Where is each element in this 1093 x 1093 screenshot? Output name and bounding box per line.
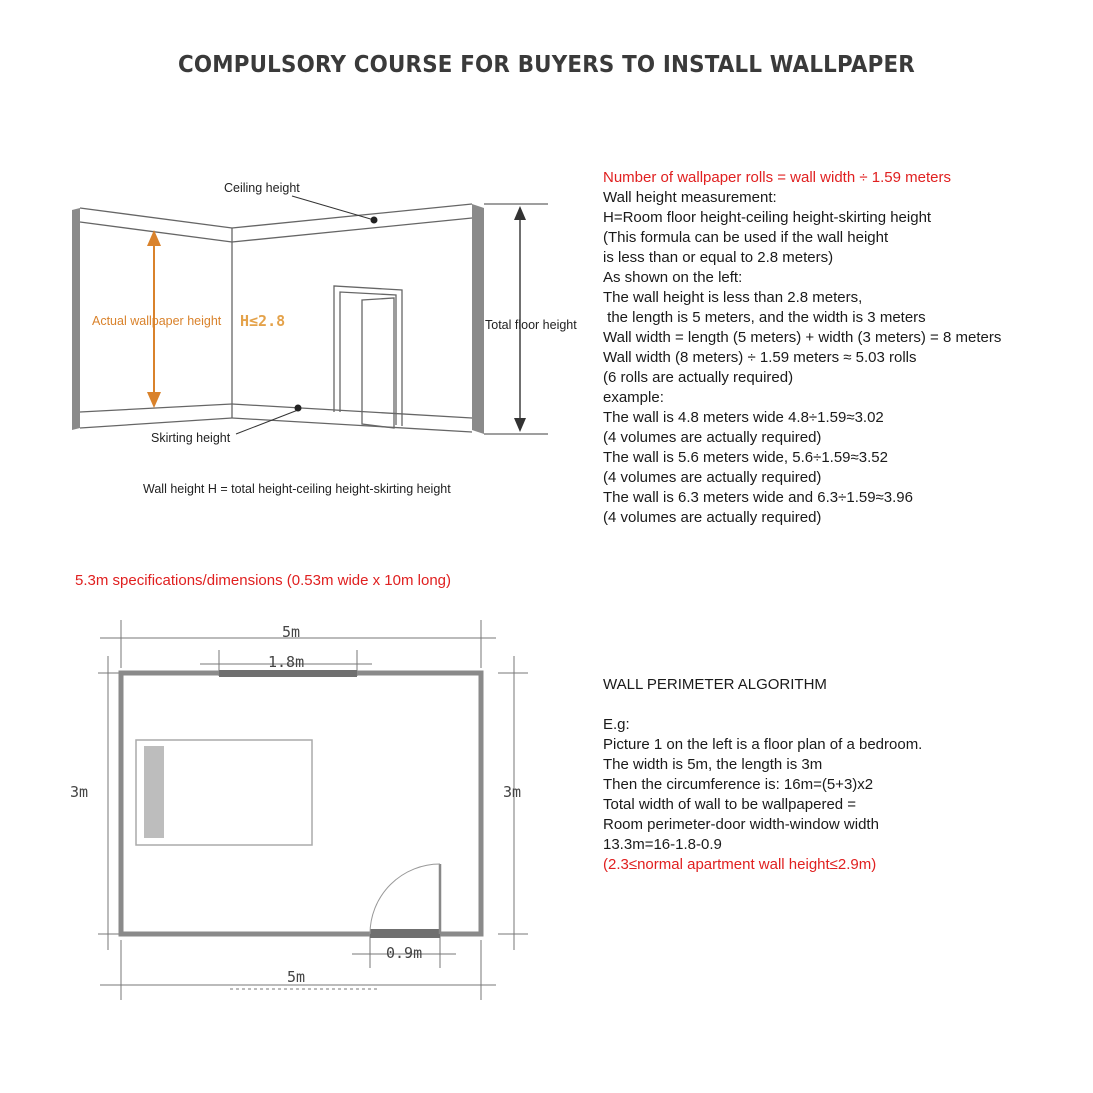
instruction-line: H=Room floor height-ceiling height-skirting height [603,209,932,226]
door-width-dim: 0.9m [386,944,423,962]
h-mark: H≤2.8 [240,312,286,330]
perimeter-line: 13.3m=16-1.8-0.9 [603,836,722,853]
instruction-line: As shown on the left: [603,269,743,286]
instruction-line: (4 volumes are actually required) [603,429,822,446]
spec-line: 5.3m specifications/dimensions (0.53m wide x 10m long) [75,572,452,589]
window [219,670,357,677]
left-length-dim: 3m [70,783,89,801]
instruction-line: The wall is 6.3 meters wide and 6.3÷1.59≈3.96 [603,489,913,506]
top-width-dim: 5m [282,623,301,641]
perimeter-line: Total width of wall to be wallpapered = [603,796,857,813]
instruction-line: Wall width (8 meters) ÷ 1.59 meters ≈ 5.03 rolls [603,349,917,366]
perimeter-heading: WALL PERIMETER ALGORITHM [603,676,827,693]
total-floor-height-label: Total floor height [485,318,577,332]
bottom-width-dim: 5m [287,968,306,986]
right-length-dim: 3m [503,783,522,801]
instruction-line: The wall height is less than 2.8 meters, [603,289,863,306]
formula-caption: Wall height H = total height-ceiling height-skirting height [143,482,451,496]
page-title: COMPULSORY COURSE FOR BUYERS TO INSTALL WALLPAPER [178,52,915,78]
instruction-line: (6 rolls are actually required) [603,369,794,386]
instruction-line: Wall height measurement: [603,189,777,206]
instruction-line: The wall is 5.6 meters wide, 5.6÷1.59≈3.52 [603,449,888,466]
instruction-line: The wall is 4.8 meters wide 4.8÷1.59≈3.02 [603,409,884,426]
instruction-line: (4 volumes are actually required) [603,469,822,486]
perimeter-line: The width is 5m, the length is 3m [603,756,823,773]
perimeter-line: Then the circumference is: 16m=(5+3)x2 [603,776,874,793]
perimeter-line: Picture 1 on the left is a floor plan of a bedroom. [603,736,923,753]
perimeter-line: Room perimeter-door width-window width [603,816,879,833]
door-swing-arc [370,864,440,934]
instruction-line: example: [603,389,664,406]
perimeter-line: E.g: [603,716,630,733]
instruction-line: Wall width = length (5 meters) + width (3 meters) = 8 meters [603,329,1002,346]
actual-height-label: Actual wallpaper height [92,314,222,328]
window-width-dim: 1.8m [268,653,305,671]
instruction-line: is less than or equal to 2.8 meters) [603,249,834,266]
skirting-height-label: Skirting height [151,431,231,445]
bed-pillow [144,746,164,838]
rolls-formula-heading: Number of wallpaper rolls = wall width ÷ 1.59 meters [603,169,951,186]
instruction-line: (4 volumes are actually required) [603,509,822,526]
instruction-line: the length is 5 meters, and the width is 3 meters [603,309,926,326]
door-opening [370,929,440,938]
wall-height-note: (2.3≤normal apartment wall height≤2.9m) [603,856,877,873]
instruction-line: (This formula can be used if the wall height [603,229,889,246]
ceiling-height-label: Ceiling height [224,181,300,195]
room-walls [121,673,481,934]
